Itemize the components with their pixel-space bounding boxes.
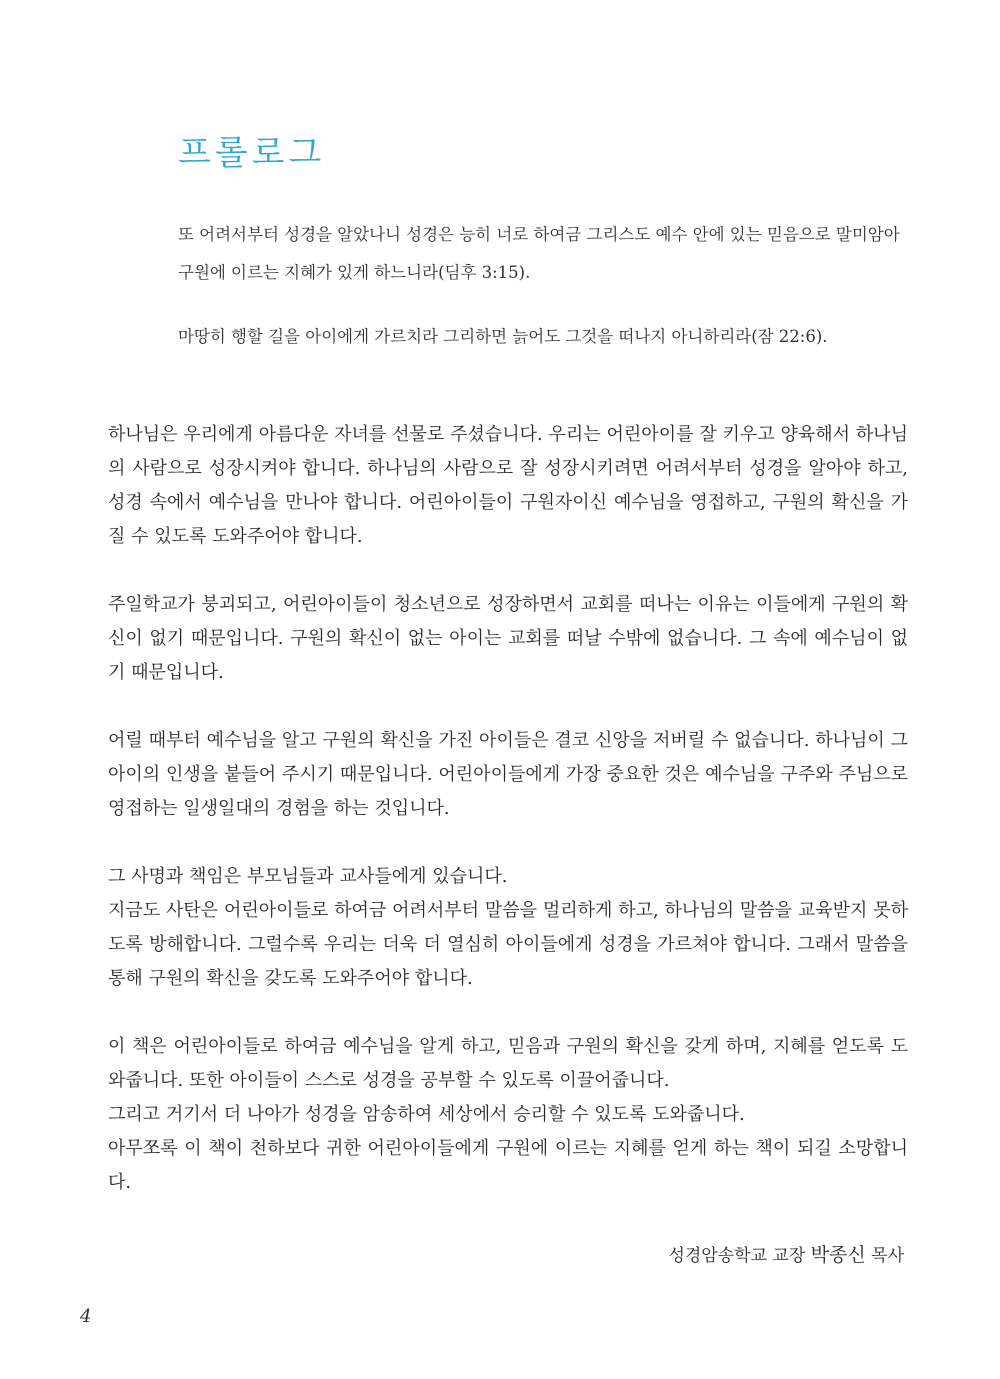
paragraph-6: 이 책은 어린아이들로 하여금 예수님을 알게 하고, 믿음과 구원의 확신을 갖게 하며, 지혜를 얻도록 도와줍니다. 또한 아이들이 스스로 성경을 공부할 수 있도록 이끌어줍니다. [108, 1036, 908, 1091]
signature-name: 박종신 [810, 1244, 866, 1266]
page-title: 프롤로그 [178, 132, 326, 173]
paragraph-4: 그 사명과 책임은 부모님들과 교사들에게 있습니다. [108, 866, 508, 887]
paragraph-7: 그리고 거기서 더 나아가 성경을 암송하여 세상에서 승리할 수 있도록 도와줍니다. [108, 1104, 745, 1125]
signature-affiliation: 성경암송학교 교장 [668, 1246, 806, 1266]
paragraph-3: 어릴 때부터 예수님을 알고 구원의 확신을 가진 아이들은 결코 신앙을 저버릴 수 없습니다. 하나님이 그 아이의 인생을 붙들어 주시기 때문입니다. 어린아이들에게 가장 중요한 것은 예수님을 구주와 주님으로 영접하는 일생일대의 경험을 하는 것입니다. [108, 730, 908, 819]
paragraph-2: 주일학교가 붕괴되고, 어린아이들이 청소년으로 성장하면서 교회를 떠나는 이유는 이들에게 구원의 확신이 없기 때문입니다. 구원의 확신이 없는 아이는 교회를 떠날 수밖에 없습니다. 그 속에 예수님이 없기 때문입니다. [108, 594, 908, 683]
paragraph-1: 하나님은 우리에게 아름다운 자녀를 선물로 주셨습니다. 우리는 어린아이를 잘 키우고 양육해서 하나님의 사람으로 성장시켜야 합니다. 하나님의 사람으로 잘 성장시키려면 어려서부터 성경을 알아야 하고, 성경 속에서 예수님을 만나야 합니다. 어린아이들이 구원자이신 예수님을 영접하고, 구원의 확신을 가질 수 있도록 도와주어야 합니다. [108, 424, 908, 547]
epigraph-verses [178, 216, 908, 356]
body-text [108, 418, 908, 1200]
page-number: 4 [80, 1306, 92, 1327]
paragraph-8: 아무쪼록 이 책이 천하보다 귀한 어린아이들에게 구원에 이르는 지혜를 얻게 하는 책이 되길 소망합니다. [108, 1138, 908, 1193]
paragraph-5: 지금도 사탄은 어린아이들로 하여금 어려서부터 말씀을 멀리하게 하고, 하나님의 말씀을 교육받지 못하도록 방해합니다. 그럴수록 우리는 더욱 더 열심히 아이들에게 성경을 가르쳐야 합니다. 그래서 말씀을 통해 구원의 확신을 갖도록 도와주어야 합니다. [108, 900, 908, 989]
verse-2: 마땅히 행할 길을 아이에게 가르치라 그리하면 늙어도 그것을 떠나지 아니하리라(잠 22:6). [178, 327, 828, 346]
signature-role: 목사 [871, 1246, 904, 1266]
signature [668, 1240, 904, 1267]
verse-1: 또 어려서부터 성경을 알았나니 성경은 능히 너로 하여금 그리스도 예수 안에 있는 믿음으로 말미암아 구원에 이르는 지혜가 있게 하느니라(딤후 3:15). [178, 225, 900, 282]
